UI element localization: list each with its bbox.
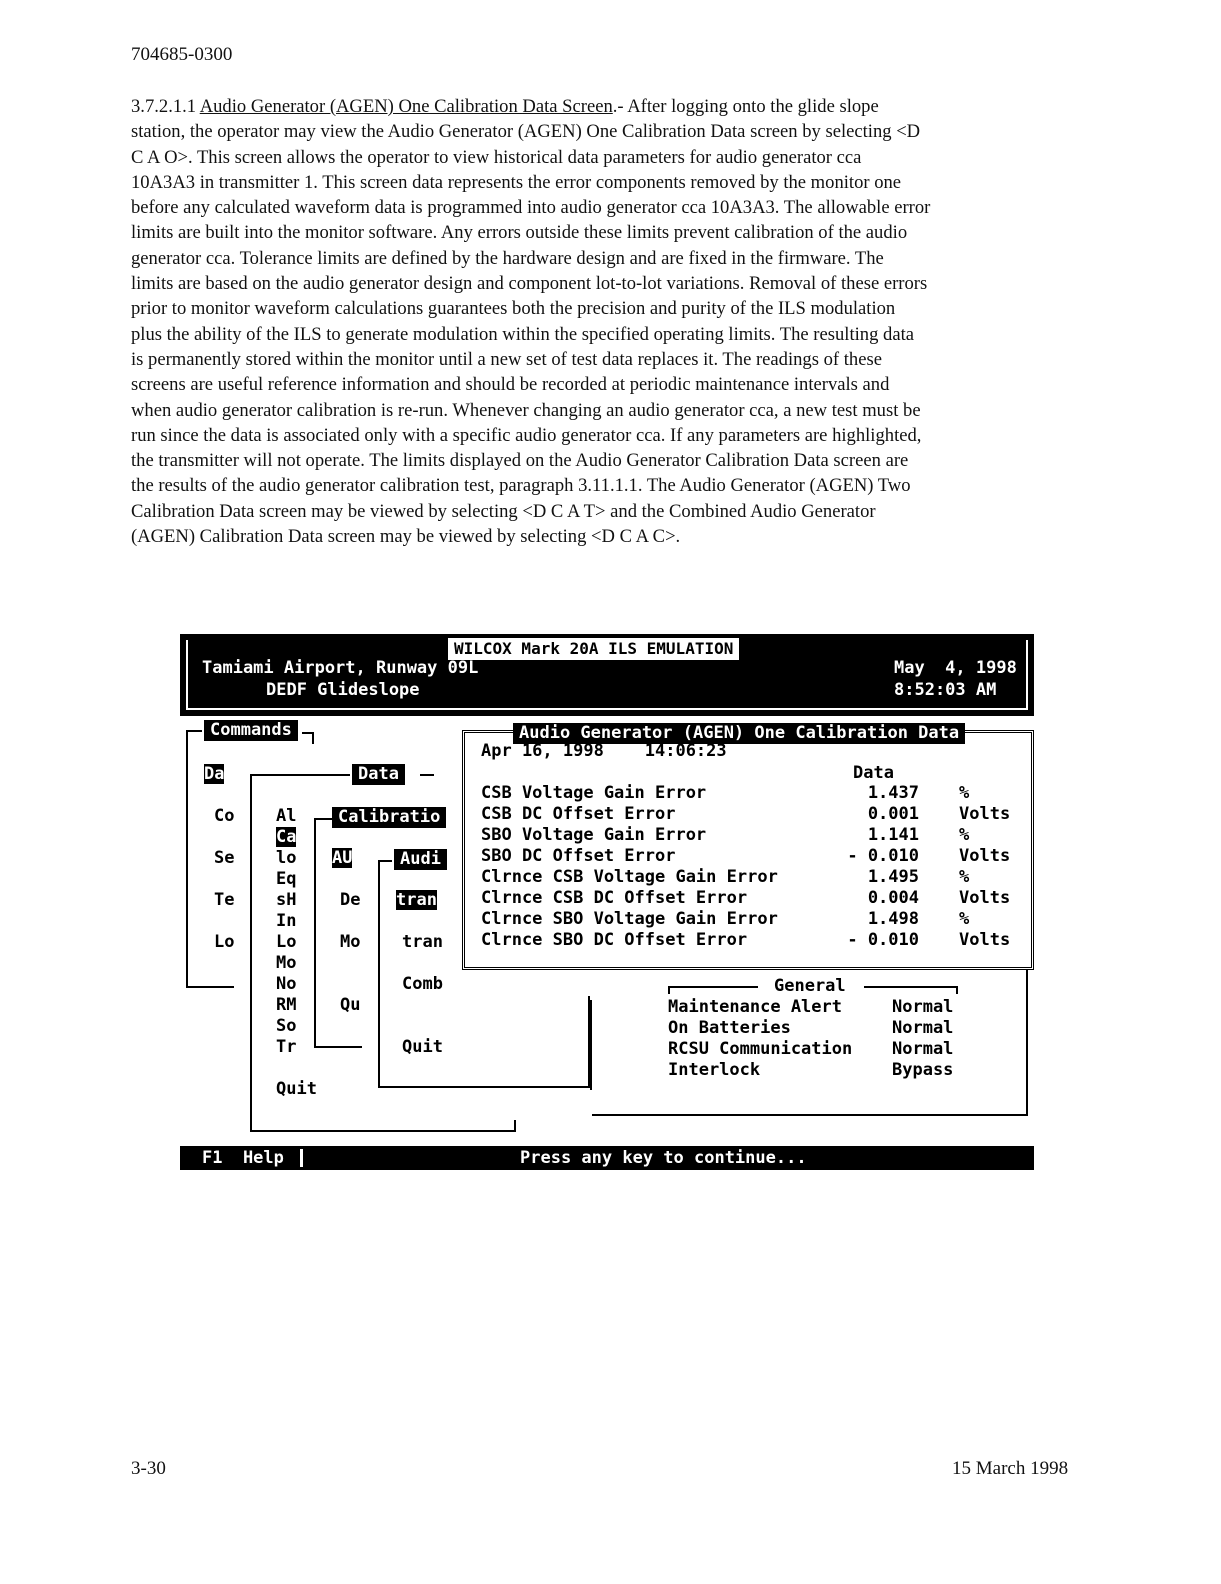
calibration-quit-item[interactable]: Qu — [340, 995, 361, 1015]
data-quit-item[interactable]: Quit — [276, 1079, 317, 1099]
paragraph-line — [131, 296, 1096, 321]
calibration-row-value: - 0.010 — [847, 930, 919, 950]
paragraph-text: the transmitter will not operate. The limits displayed on the Audio Generator Calibration Data screen are — [131, 450, 909, 472]
page-number: 3-30 — [131, 1458, 166, 1479]
paragraph-text: prior to monitor waveform calculations guarantees both the precision and purity of the ILS modulation — [131, 298, 896, 320]
panel-title: Audio Generator (AGEN) One Calibration Data — [513, 723, 965, 744]
calibration-row-label: Clrnce CSB DC Offset Error — [481, 888, 748, 908]
general-title: General — [774, 976, 846, 996]
calibration-row-label: Clrnce SBO DC Offset Error — [481, 930, 748, 950]
paragraph-line — [131, 499, 1096, 524]
paragraph-line — [131, 448, 1096, 473]
general-row-label: RCSU Communication — [668, 1039, 853, 1059]
menu-item-rm[interactable]: RM — [276, 995, 297, 1015]
audio-menu-title: Audi — [394, 849, 447, 870]
data-column-header: Data — [853, 763, 894, 783]
airport-label: Tamiami Airport, Runway 09L — [202, 658, 479, 678]
paragraph-text: the results of the audio generator calibration test, paragraph 3.11.1.1. The Audio Generator (AGEN) Two — [131, 475, 911, 497]
calibration-row-unit: % — [959, 825, 970, 845]
paragraph-text: .- After logging onto the glide slope — [612, 96, 879, 117]
paragraph-text: is permanently stored within the monitor until a new set of test data replaces it. The readings of these — [131, 348, 882, 370]
calibration-row-unit: % — [959, 867, 970, 887]
calibration-row-unit: Volts — [959, 846, 1011, 866]
paragraph-text: C A O>. This screen allows the operator to view historical data parameters for audio generator cca — [131, 146, 862, 168]
general-row-label: Interlock — [668, 1060, 761, 1080]
document-number: 704685-0300 — [131, 44, 233, 65]
section-heading: Audio Generator (AGEN) One Calibration Data Screen — [199, 96, 613, 117]
screen-header — [180, 634, 1034, 716]
calibration-row-value: 0.004 — [867, 888, 919, 908]
screen-title: WILCOX Mark 20A ILS EMULATION — [448, 638, 739, 660]
paragraph-line — [131, 220, 1096, 245]
calibration-row-label: SBO DC Offset Error — [481, 846, 676, 866]
paragraph-line — [131, 372, 1096, 397]
general-row-value: Normal — [892, 997, 954, 1017]
terminal-screen — [180, 634, 1034, 1170]
paragraph-line — [131, 94, 1096, 119]
menu-item-data[interactable]: Da — [204, 764, 225, 784]
calibration-row-value: - 0.010 — [847, 846, 919, 866]
screen-time: 8:52:03 AM — [894, 680, 997, 700]
general-row-value: Normal — [892, 1018, 954, 1038]
menu-item-history[interactable]: sH — [276, 890, 297, 910]
calibration-data-panel — [462, 723, 1034, 970]
menu-item-transmitter-one[interactable]: tran — [396, 890, 437, 910]
paragraph-text: when audio generator calibration is re-run. Whenever changing an audio generator cca, a new test must be — [131, 399, 921, 421]
calibration-row-unit: Volts — [959, 930, 1011, 950]
menu-item-tr[interactable]: Tr — [276, 1037, 297, 1057]
paragraph-text: 10A3A3 in transmitter 1. This screen data represents the error components removed by the monitor one — [131, 171, 902, 193]
calibration-row-unit: Volts — [959, 804, 1011, 824]
calibration-row-label: CSB Voltage Gain Error — [481, 783, 707, 803]
calibration-row-label: CSB DC Offset Error — [481, 804, 676, 824]
menu-item-info[interactable]: In — [276, 911, 297, 931]
calibration-row-unit: % — [959, 783, 970, 803]
paragraph-line — [131, 119, 1096, 144]
calibration-row-unit: Volts — [959, 888, 1011, 908]
paragraph-line — [131, 322, 1096, 347]
help-key[interactable]: F1 Help — [202, 1148, 284, 1168]
menu-item-combined[interactable]: Comb — [402, 974, 443, 994]
calibration-row-label: Clrnce SBO Voltage Gain Error — [481, 909, 778, 929]
station-label: DEDF Glideslope — [266, 680, 420, 700]
menu-item-lo[interactable]: Lo — [276, 932, 297, 952]
paragraph-text: generator cca. Tolerance limits are defined by the hardware design and are fixed in the firmware. The — [131, 247, 884, 269]
menu-item-equipment[interactable]: Eq — [276, 869, 297, 889]
paragraph-line — [131, 423, 1096, 448]
calibration-row-unit: % — [959, 909, 970, 929]
paragraph-text: limits are built into the monitor software. Any errors outside these limits prevent calibration of the audio — [131, 222, 908, 244]
document-date: 15 March 1998 — [952, 1458, 1069, 1479]
paragraph — [131, 94, 1096, 549]
paragraph-text: plus the ability of the ILS to generate modulation within the specified operating limits. The resulting data — [131, 323, 914, 345]
paragraph-line — [131, 246, 1096, 271]
menu-item-audio-generator[interactable]: AU — [332, 848, 353, 868]
paragraph-line — [131, 347, 1096, 372]
menu-item-calibration[interactable]: Ca — [276, 827, 297, 847]
calibration-row-value: 1.437 — [867, 783, 919, 803]
paragraph-line — [131, 398, 1096, 423]
menu-item-mo-cal[interactable]: Mo — [340, 932, 361, 952]
paragraph-line — [131, 145, 1096, 170]
calibration-row-label: Clrnce CSB Voltage Gain Error — [481, 867, 778, 887]
audio-quit-item[interactable]: Quit — [402, 1037, 443, 1057]
menu-item-test[interactable]: Te — [214, 890, 235, 910]
status-message: Press any key to continue... — [520, 1148, 807, 1168]
paragraph-text: Calibration Data screen may be viewed by selecting <D C A T> and the Combined Audio Generator — [131, 500, 876, 522]
paragraph-text: station, the operator may view the Audio Generator (AGEN) One Calibration Data screen by selecting <D — [131, 121, 921, 143]
paragraph-text: screens are useful reference information and should be recorded at periodic maintenance intervals and — [131, 374, 890, 396]
general-row-value: Bypass — [892, 1060, 954, 1080]
paragraph-line — [131, 195, 1096, 220]
general-status-box — [592, 970, 1028, 1116]
paragraph-line — [131, 473, 1096, 498]
calibration-row-value: 1.495 — [867, 867, 919, 887]
paragraph-text: limits are based on the audio generator design and component lot-to-lot variations. Removal of these errors — [131, 273, 928, 295]
status-bar — [180, 1146, 1034, 1170]
calibration-row-label: SBO Voltage Gain Error — [481, 825, 707, 845]
calibration-row-value: 1.498 — [867, 909, 919, 929]
menu-item-alarms[interactable]: Al — [276, 806, 297, 826]
paragraph-text: (AGEN) Calibration Data screen may be viewed by selecting <D C A C>. — [131, 526, 681, 548]
general-row-value: Normal — [892, 1039, 954, 1059]
menu-item-transmitter-two[interactable]: tran — [402, 932, 443, 952]
calibration-row-value: 1.141 — [867, 825, 919, 845]
calibration-timestamp: Apr 16, 1998 14:06:23 — [481, 741, 727, 761]
commands-menu-title: Commands — [204, 720, 298, 741]
paragraph-line — [131, 271, 1096, 296]
menu-item-commands[interactable]: Co — [214, 806, 235, 826]
paragraph-text: run since the data is associated only with a specific audio generator cca. If any parameters are highlighted, — [131, 424, 922, 446]
screen-date: May 4, 1998 — [894, 658, 1017, 678]
menu-item-de[interactable]: De — [340, 890, 361, 910]
menu-item-setup[interactable]: Se — [214, 848, 235, 868]
menu-item-so[interactable]: So — [276, 1016, 297, 1036]
paragraph-line — [131, 170, 1096, 195]
menu-item-mo[interactable]: Mo — [276, 953, 297, 973]
calibration-menu-title: Calibratio — [332, 807, 446, 828]
paragraph-text: 3.7.2.1.1 — [131, 96, 200, 117]
general-row-label: On Batteries — [668, 1018, 791, 1038]
data-menu-title: Data — [352, 764, 405, 785]
menu-item-logout[interactable]: Lo — [214, 932, 235, 952]
paragraph-text: before any calculated waveform data is programmed into audio generator cca 10A3A3. The allowable error — [131, 197, 931, 219]
calibration-row-value: 0.001 — [867, 804, 919, 824]
menu-item-logs[interactable]: lo — [276, 848, 297, 868]
general-row-label: Maintenance Alert — [668, 997, 842, 1017]
paragraph-line — [131, 524, 1096, 549]
menu-item-no[interactable]: No — [276, 974, 297, 994]
